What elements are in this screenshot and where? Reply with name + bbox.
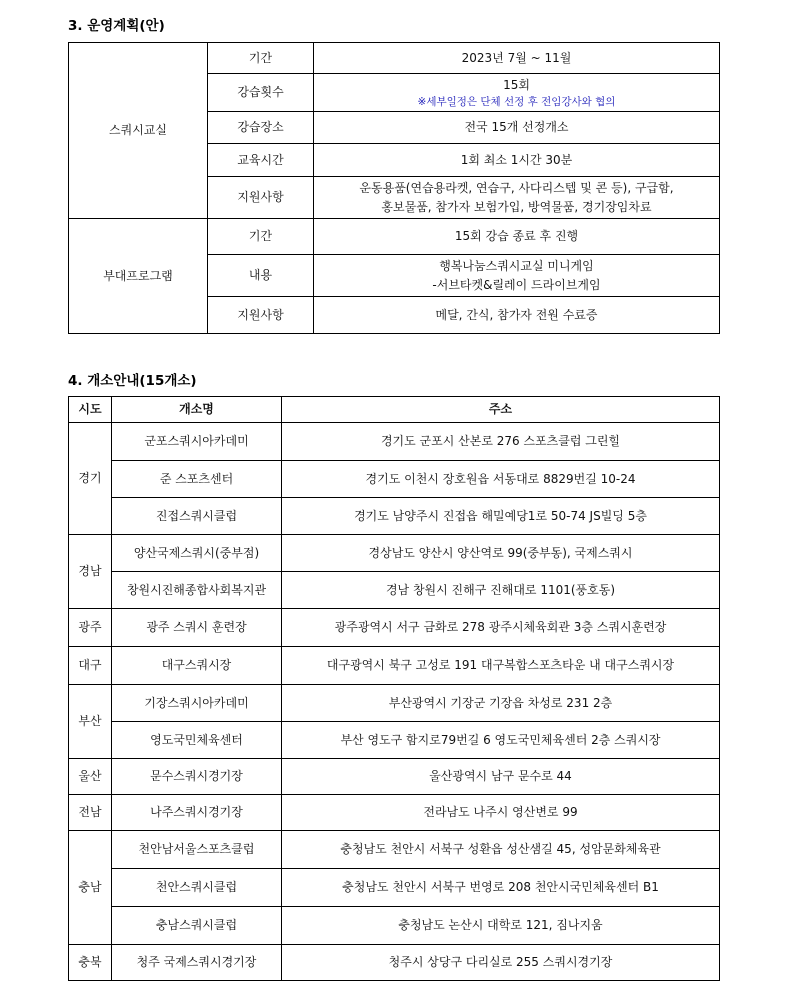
address-cell: 대구광역시 북구 고성로 191 대구복합스포츠타운 내 대구스쿼시장 [282,647,720,685]
region-cell: 전남 [69,795,112,831]
region-cell: 울산 [69,759,112,795]
section-3-title: 3. 운영계획(안) [68,18,165,34]
region-cell: 경기 [69,423,112,535]
table-row [69,423,720,461]
address-cell: 경기도 남양주시 진접읍 해밀예당1로 50-74 JS빌딩 5층 [282,498,720,535]
label-cell: 내용 [208,255,314,297]
address-cell: 경남 창원시 진해구 진해대로 1101(풍호동) [282,572,720,609]
value-line: 홍보물품, 참가자 보험가입, 방역물품, 경기장임차료 [381,199,652,214]
address-cell: 충청남도 천안시 서북구 번영로 208 천안시국민체육센터 B1 [282,869,720,907]
venue-name-cell: 기장스쿼시아카데미 [112,685,282,722]
header-address: 주소 [282,397,720,423]
operation-plan-table [68,42,720,334]
region-cell: 충남 [69,831,112,945]
value-line: 2023년 7월 ~ 11월 [461,50,572,65]
venue-name-cell: 대구스쿼시장 [112,647,282,685]
address-cell: 청주시 상당구 다리실로 255 스쿼시경기장 [282,945,720,981]
venue-name-cell: 광주 스쿼시 훈련장 [112,609,282,647]
table-row [69,498,720,535]
value-cell [314,177,720,219]
venue-name-cell: 영도국민체육센터 [112,722,282,759]
group-cell-side-program: 부대프로그램 [69,219,208,334]
venue-name-cell: 군포스쿼시아카데미 [112,423,282,461]
table-row [69,609,720,647]
value-line: 1회 최소 1시간 30분 [460,152,573,167]
table-row [69,647,720,685]
table-row [69,759,720,795]
venue-name-cell: 충남스쿼시클럽 [112,907,282,945]
region-cell: 광주 [69,609,112,647]
header-region: 시도 [69,397,112,423]
venue-name-cell: 창원시진해종합사회복지관 [112,572,282,609]
venue-name-cell: 천안남서울스포츠클럽 [112,831,282,869]
region-cell: 경남 [69,535,112,609]
table-row [69,945,720,981]
address-cell: 부산 영도구 함지로79번길 6 영도국민체육센터 2층 스쿼시장 [282,722,720,759]
address-cell: 부산광역시 기장군 기장읍 차성로 231 2층 [282,685,720,722]
venue-name-cell: 천안스쿼시클럽 [112,869,282,907]
table-row [69,722,720,759]
region-cell: 대구 [69,647,112,685]
venue-table [68,396,720,981]
table-row [69,869,720,907]
label-cell: 기간 [208,43,314,74]
value-cell [314,144,720,177]
table-row [69,831,720,869]
value-line: -서브타켓&릴레이 드라이브게임 [432,277,601,292]
venue-name-cell: 청주 국제스쿼시경기장 [112,945,282,981]
table-row [69,572,720,609]
value-cell [314,74,720,112]
table-row [69,43,720,74]
value-cell [314,43,720,74]
table-row [69,907,720,945]
label-cell: 강습장소 [208,112,314,144]
value-line: 15회 [503,78,530,92]
venue-name-cell: 문수스쿼시경기장 [112,759,282,795]
value-line: 운동용품(연습용라켓, 연습구, 사다리스텝 및 콘 등), 구급함, [359,180,674,195]
table-row [69,461,720,498]
section-4-title: 4. 개소안내(15개소) [68,373,197,389]
group-cell-squash-class: 스쿼시교실 [69,43,208,219]
address-cell: 경기도 군포시 산본로 276 스포츠클럽 그린힐 [282,423,720,461]
region-cell: 충북 [69,945,112,981]
table-row [69,685,720,722]
address-cell: 충청남도 천안시 서북구 성환읍 성산샘길 45, 성암문화체육관 [282,831,720,869]
address-cell: 충청남도 논산시 대학로 121, 짐나지움 [282,907,720,945]
value-line: 메달, 간식, 참가자 전원 수료증 [435,307,598,322]
address-cell: 경상남도 양산시 양산역로 99(중부동), 국제스쿼시 [282,535,720,572]
table-row [69,535,720,572]
label-cell: 지원사항 [208,297,314,334]
value-line: 행복나눔스쿼시교실 미니게임 [439,258,594,273]
address-cell: 경기도 이천시 장호원읍 서동대로 8829번길 10-24 [282,461,720,498]
venue-name-cell: 나주스쿼시경기장 [112,795,282,831]
label-cell: 지원사항 [208,177,314,219]
table-row [69,219,720,255]
venue-name-cell: 양산국제스쿼시(중부점) [112,535,282,572]
schedule-note: ※세부일정은 단체 선정 후 전임강사와 협의 [417,96,616,108]
header-venue-name: 개소명 [112,397,282,423]
region-cell: 부산 [69,685,112,759]
table-header-row [69,397,720,423]
venue-name-cell: 진접스쿼시클럽 [112,498,282,535]
address-cell: 광주광역시 서구 금화로 278 광주시체육회관 3층 스쿼시훈련장 [282,609,720,647]
value-cell [314,255,720,297]
address-cell: 전라남도 나주시 영산변로 99 [282,795,720,831]
label-cell: 교육시간 [208,144,314,177]
value-cell [314,112,720,144]
venue-name-cell: 준 스포츠센터 [112,461,282,498]
address-cell: 울산광역시 남구 문수로 44 [282,759,720,795]
value-cell [314,297,720,334]
label-cell: 강습횟수 [208,74,314,112]
label-cell: 기간 [208,219,314,255]
table-row [69,795,720,831]
value-cell [314,219,720,255]
value-line: 전국 15개 선정개소 [464,120,569,134]
value-line: 15회 강습 종료 후 진행 [454,229,579,243]
